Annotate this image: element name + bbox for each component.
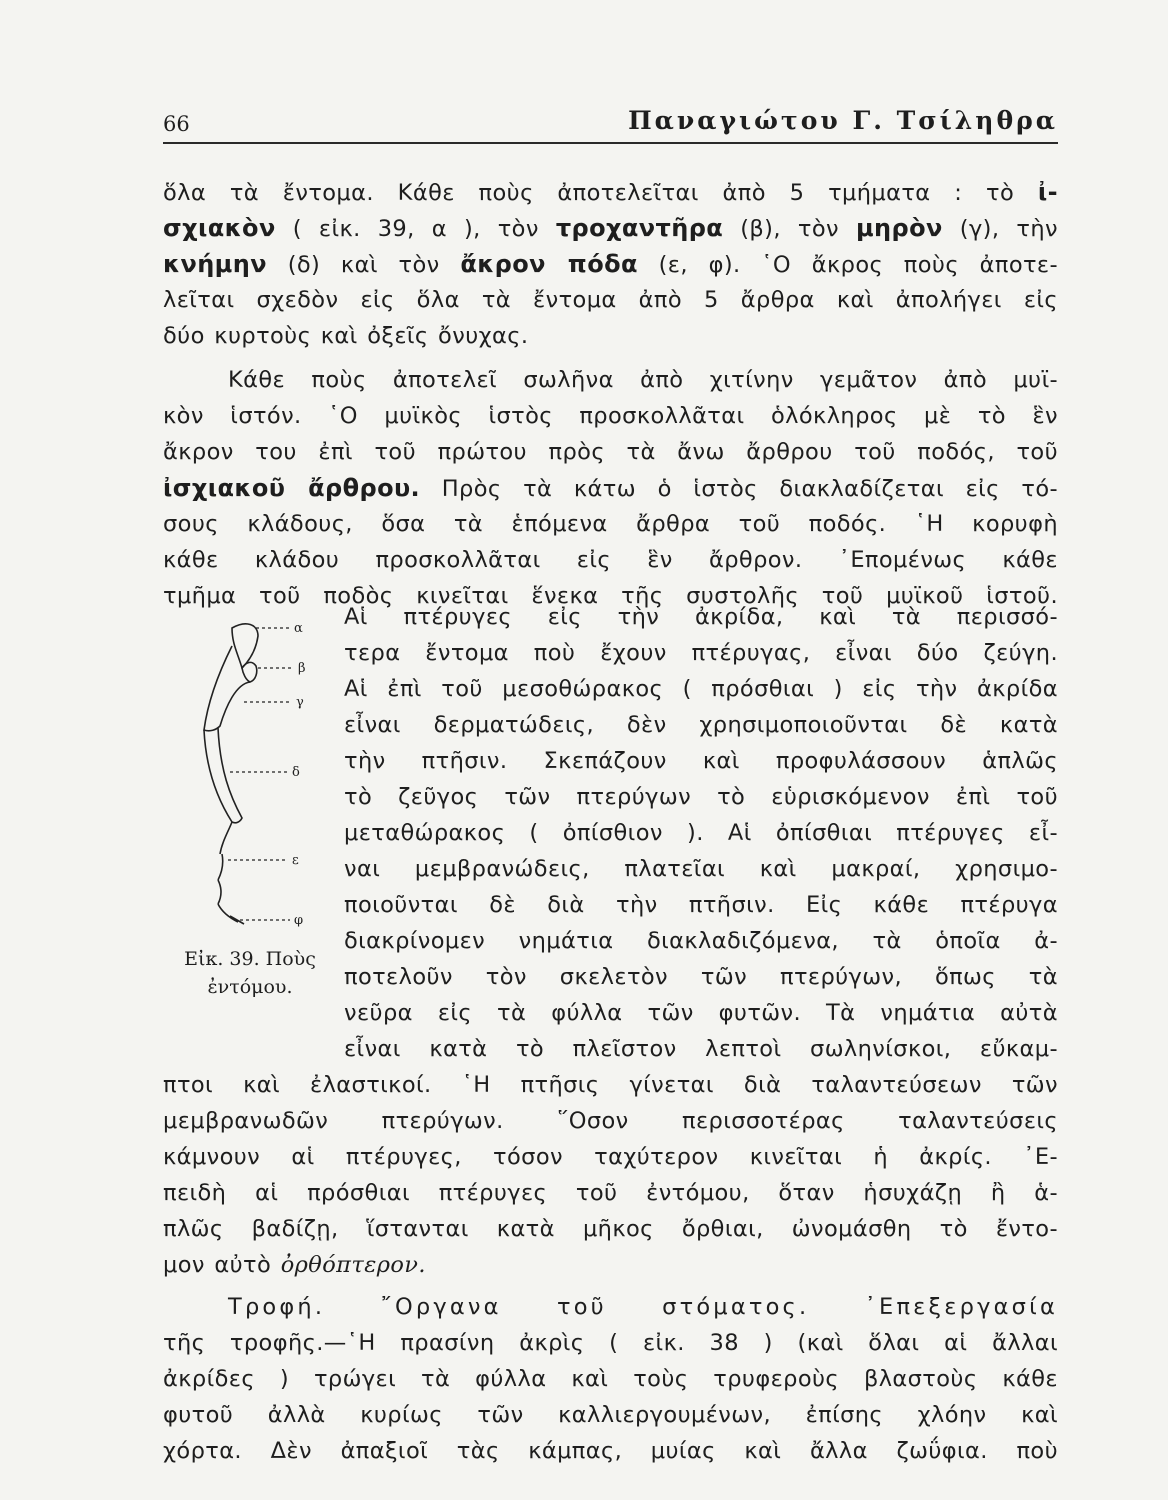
bold-term: κνήμην (163, 250, 267, 278)
text-line (163, 1248, 1058, 1282)
text-line (344, 636, 1058, 670)
text-line (163, 1398, 1058, 1432)
figure-caption-cont: ἐντόμου. (207, 976, 293, 998)
text-line (344, 888, 1058, 922)
figure-caption: Εἰκ. 39. Ποὺς (184, 948, 316, 970)
text-span: εἶναι δερματώδεις, δὲν χρησιμοποιοῦνται δὲ κατὰ (344, 712, 1058, 738)
text-line (163, 1212, 1058, 1246)
figure-label-epsilon: ε (292, 853, 299, 868)
text-span: πειδὴ αἱ πρόσθιαι πτέρυγες τοῦ ἐντόμου, ὅταν ἡσυχάζῃ ἢ ἁ- (163, 1180, 1058, 1206)
text-span: μον αὐτὸ (163, 1252, 281, 1278)
text-span: Τροφή. ῎Οργανα τοῦ στόματος. ᾿Επεξεργασία (228, 1294, 1058, 1320)
text-line (163, 1140, 1058, 1174)
running-head: Παναγιώτου Γ. Τσίληθρα (628, 106, 1058, 135)
text-span: Πρὸς τὰ κάτω ὁ ἱστὸς διακλαδίζεται εἰς τό- (420, 476, 1058, 502)
bold-term: τροχαντῆρα (555, 214, 724, 242)
text-span: Αἱ πτέρυγες εἰς τὴν ἀκρίδα, καὶ τὰ περισσό- (344, 604, 1058, 630)
text-line (228, 363, 1058, 397)
text-line (344, 960, 1058, 994)
femur-segment (204, 646, 250, 731)
page-number: 66 (163, 112, 190, 136)
text-span: κάθε κλάδου προσκολλᾶται εἰς ἓν ἄρθρον. ᾿Επομένως κάθε (163, 547, 1058, 573)
text-span: τὴν πτῆσιν. Σκεπάζουν καὶ προφυλάσσουν ἁπλῶς (344, 748, 1058, 774)
text-line (163, 471, 1058, 505)
figure-label-alpha: α (294, 621, 303, 636)
text-span: Κάθε ποὺς ἀποτελεῖ σωλῆνα ἀπὸ χιτίνην γεμᾶτον ἀπὸ μυϊ- (228, 367, 1058, 393)
insect-leg-figure (160, 610, 345, 940)
text-span: τῆς τροφῆς.—῾Η πρασίνη ἀκρὶς ( εἰκ. 38 ) (καὶ ὅλαι αἱ ἄλλαι (163, 1330, 1058, 1356)
text-span: μεταθώρακος ( ὀπίσθιον ). Αἱ ὀπίσθιαι πτέρυγες εἶ- (344, 820, 1058, 846)
bold-term: ἄκρον πόδα (460, 250, 638, 278)
text-span: (ε, φ). ῾Ο ἄκρος ποὺς ἀποτε- (637, 252, 1059, 278)
text-line (344, 600, 1058, 634)
text-span: ἀκρίδες ) τρώγει τὰ φύλλα καὶ τοὺς τρυφεροὺς βλαστοὺς κάθε (163, 1366, 1058, 1392)
tibia-segment (204, 728, 242, 823)
text-span: νεῦρα εἰς τὰ φύλλα τῶν φυτῶν. Τὰ νημάτια αὐτὰ (344, 1000, 1058, 1026)
figure-label-gamma: γ (296, 695, 304, 710)
text-line (163, 247, 1058, 281)
text-span: (γ), τὴν (942, 216, 1058, 242)
text-line (163, 175, 1058, 209)
figure-label-phi: φ (294, 913, 304, 928)
text-line (163, 1326, 1058, 1360)
text-line (344, 744, 1058, 778)
text-span: δύο κυρτοὺς καὶ ὀξεῖς ὄνυχας. (163, 323, 529, 349)
trochanter-segment (242, 662, 257, 682)
claw-segment (218, 904, 244, 924)
text-span: (δ) καὶ τὸν (266, 252, 461, 278)
text-span: Αἱ ἐπὶ τοῦ μεσοθώρακος ( πρόσθιαι ) εἰς τὴν ἀκρίδα (344, 676, 1058, 702)
text-line (228, 1290, 1058, 1324)
text-span: τερα ἔντομα ποὺ ἔχουν πτέρυγας, εἶναι δύο ζεύγη. (344, 640, 1058, 666)
figure-label-delta: δ (292, 765, 300, 780)
bold-term: ἰ- (1037, 178, 1058, 206)
text-span: ποιοῦνται δὲ διὰ τὴν πτῆσιν. Εἰς κάθε πτέρυγα (344, 892, 1058, 918)
text-line (163, 399, 1058, 433)
text-line (163, 319, 1058, 353)
text-line (344, 780, 1058, 814)
text-span: ἄκρον του ἐπὶ τοῦ πρώτου πρὸς τὰ ἄνω ἄρθρου τοῦ ποδός, τοῦ (163, 439, 1058, 465)
text-span: κάμνουν αἱ πτέρυγες, τόσον ταχύτερον κινεῖται ἡ ἀκρίς. ᾿Ε- (163, 1144, 1058, 1170)
text-line (344, 708, 1058, 742)
text-line (344, 852, 1058, 886)
text-span: σους κλάδους, ὅσα τὰ ἑπόμενα ἄρθρα τοῦ ποδός. ῾Η κορυφὴ (163, 511, 1058, 537)
text-line (163, 1434, 1058, 1468)
text-span: φυτοῦ ἀλλὰ κυρίως τῶν καλλιεργουμένων, ἐπίσης χλόην καὶ (163, 1402, 1058, 1428)
text-span: πτοι καὶ ἐλαστικοί. ῾Η πτῆσις γίνεται διὰ ταλαντεύσεων τῶν (163, 1072, 1058, 1098)
text-line (344, 996, 1058, 1030)
tarsus-segment (218, 822, 232, 904)
coxa-segment (232, 624, 258, 668)
text-span: κὸν ἱστόν. ῾Ο μυϊκὸς ἱστὸς προσκολλᾶται ὁλόκληρος μὲ τὸ ἓν (163, 403, 1058, 429)
text-span: λεῖται σχεδὸν εἰς ὅλα τὰ ἔντομα ἀπὸ 5 ἄρθρα καὶ ἀπολήγει εἰς (163, 287, 1058, 313)
text-line (344, 672, 1058, 706)
text-span: πλῶς βαδίζῃ, ἵστανται κατὰ μῆκος ὄρθιαι, ὠνομάσθη τὸ ἔντο- (163, 1216, 1058, 1242)
text-span: εἶναι κατὰ τὸ πλεῖστον λεπτοὶ σωληνίσκοι, εὔκαμ- (344, 1036, 1058, 1062)
text-line (163, 435, 1058, 469)
text-line (344, 816, 1058, 850)
text-line (163, 1068, 1058, 1102)
bold-term: σχιακὸν (163, 214, 276, 242)
text-line (163, 211, 1058, 245)
text-line (163, 507, 1058, 541)
text-line (344, 1032, 1058, 1066)
text-span: μεμβρανωδῶν πτερύγων. ῞Οσον περισσοτέρας ταλαντεύσεις (163, 1108, 1058, 1134)
text-span: ὅλα τὰ ἔντομα. Κάθε ποὺς ἀποτελεῖται ἀπὸ 5 τμήματα : τὸ (163, 180, 1038, 206)
text-line (163, 1104, 1058, 1138)
text-line (163, 543, 1058, 577)
text-span: ( εἰκ. 39, α ), τὸν (275, 216, 556, 242)
text-span: ναι μεμβρανώδεις, πλατεῖαι καὶ μακραί, χρησιμο- (344, 856, 1058, 882)
text-line (344, 924, 1058, 958)
text-span: χόρτα. Δὲν ἀπαξιοῖ τὰς κάμπας, μυίας καὶ ἄλλα ζωΰφια. ποὺ (163, 1438, 1058, 1464)
text-span: τμῆμα τοῦ ποδὸς κινεῖται ἕνεκα τῆς συστολῆς τοῦ μυϊκοῦ ἱστοῦ. (163, 583, 1058, 609)
italic-term: ὀρθόπτερον. (280, 1252, 426, 1278)
text-span: ποτελοῦν τὸν σκελετὸν τῶν πτερύγων, ὅπως τὰ (344, 964, 1058, 990)
bold-term: μηρὸν (856, 214, 943, 242)
text-line (163, 1362, 1058, 1396)
text-span: τὸ ζεῦγος τῶν πτερύγων τὸ εὑρισκόμενον ἐπὶ τοῦ (344, 784, 1058, 810)
figure-label-beta: β (298, 661, 306, 676)
header-rule (163, 142, 1058, 144)
text-span: (β), τὸν (723, 216, 856, 242)
text-line (163, 1176, 1058, 1210)
text-span: διακρίνομεν νημάτια διακλαδιζόμενα, τὰ ὁποῖα ἀ- (344, 928, 1058, 954)
bold-term: ἰσχιακοῦ ἄρθρου. (163, 474, 421, 502)
text-line (163, 283, 1058, 317)
